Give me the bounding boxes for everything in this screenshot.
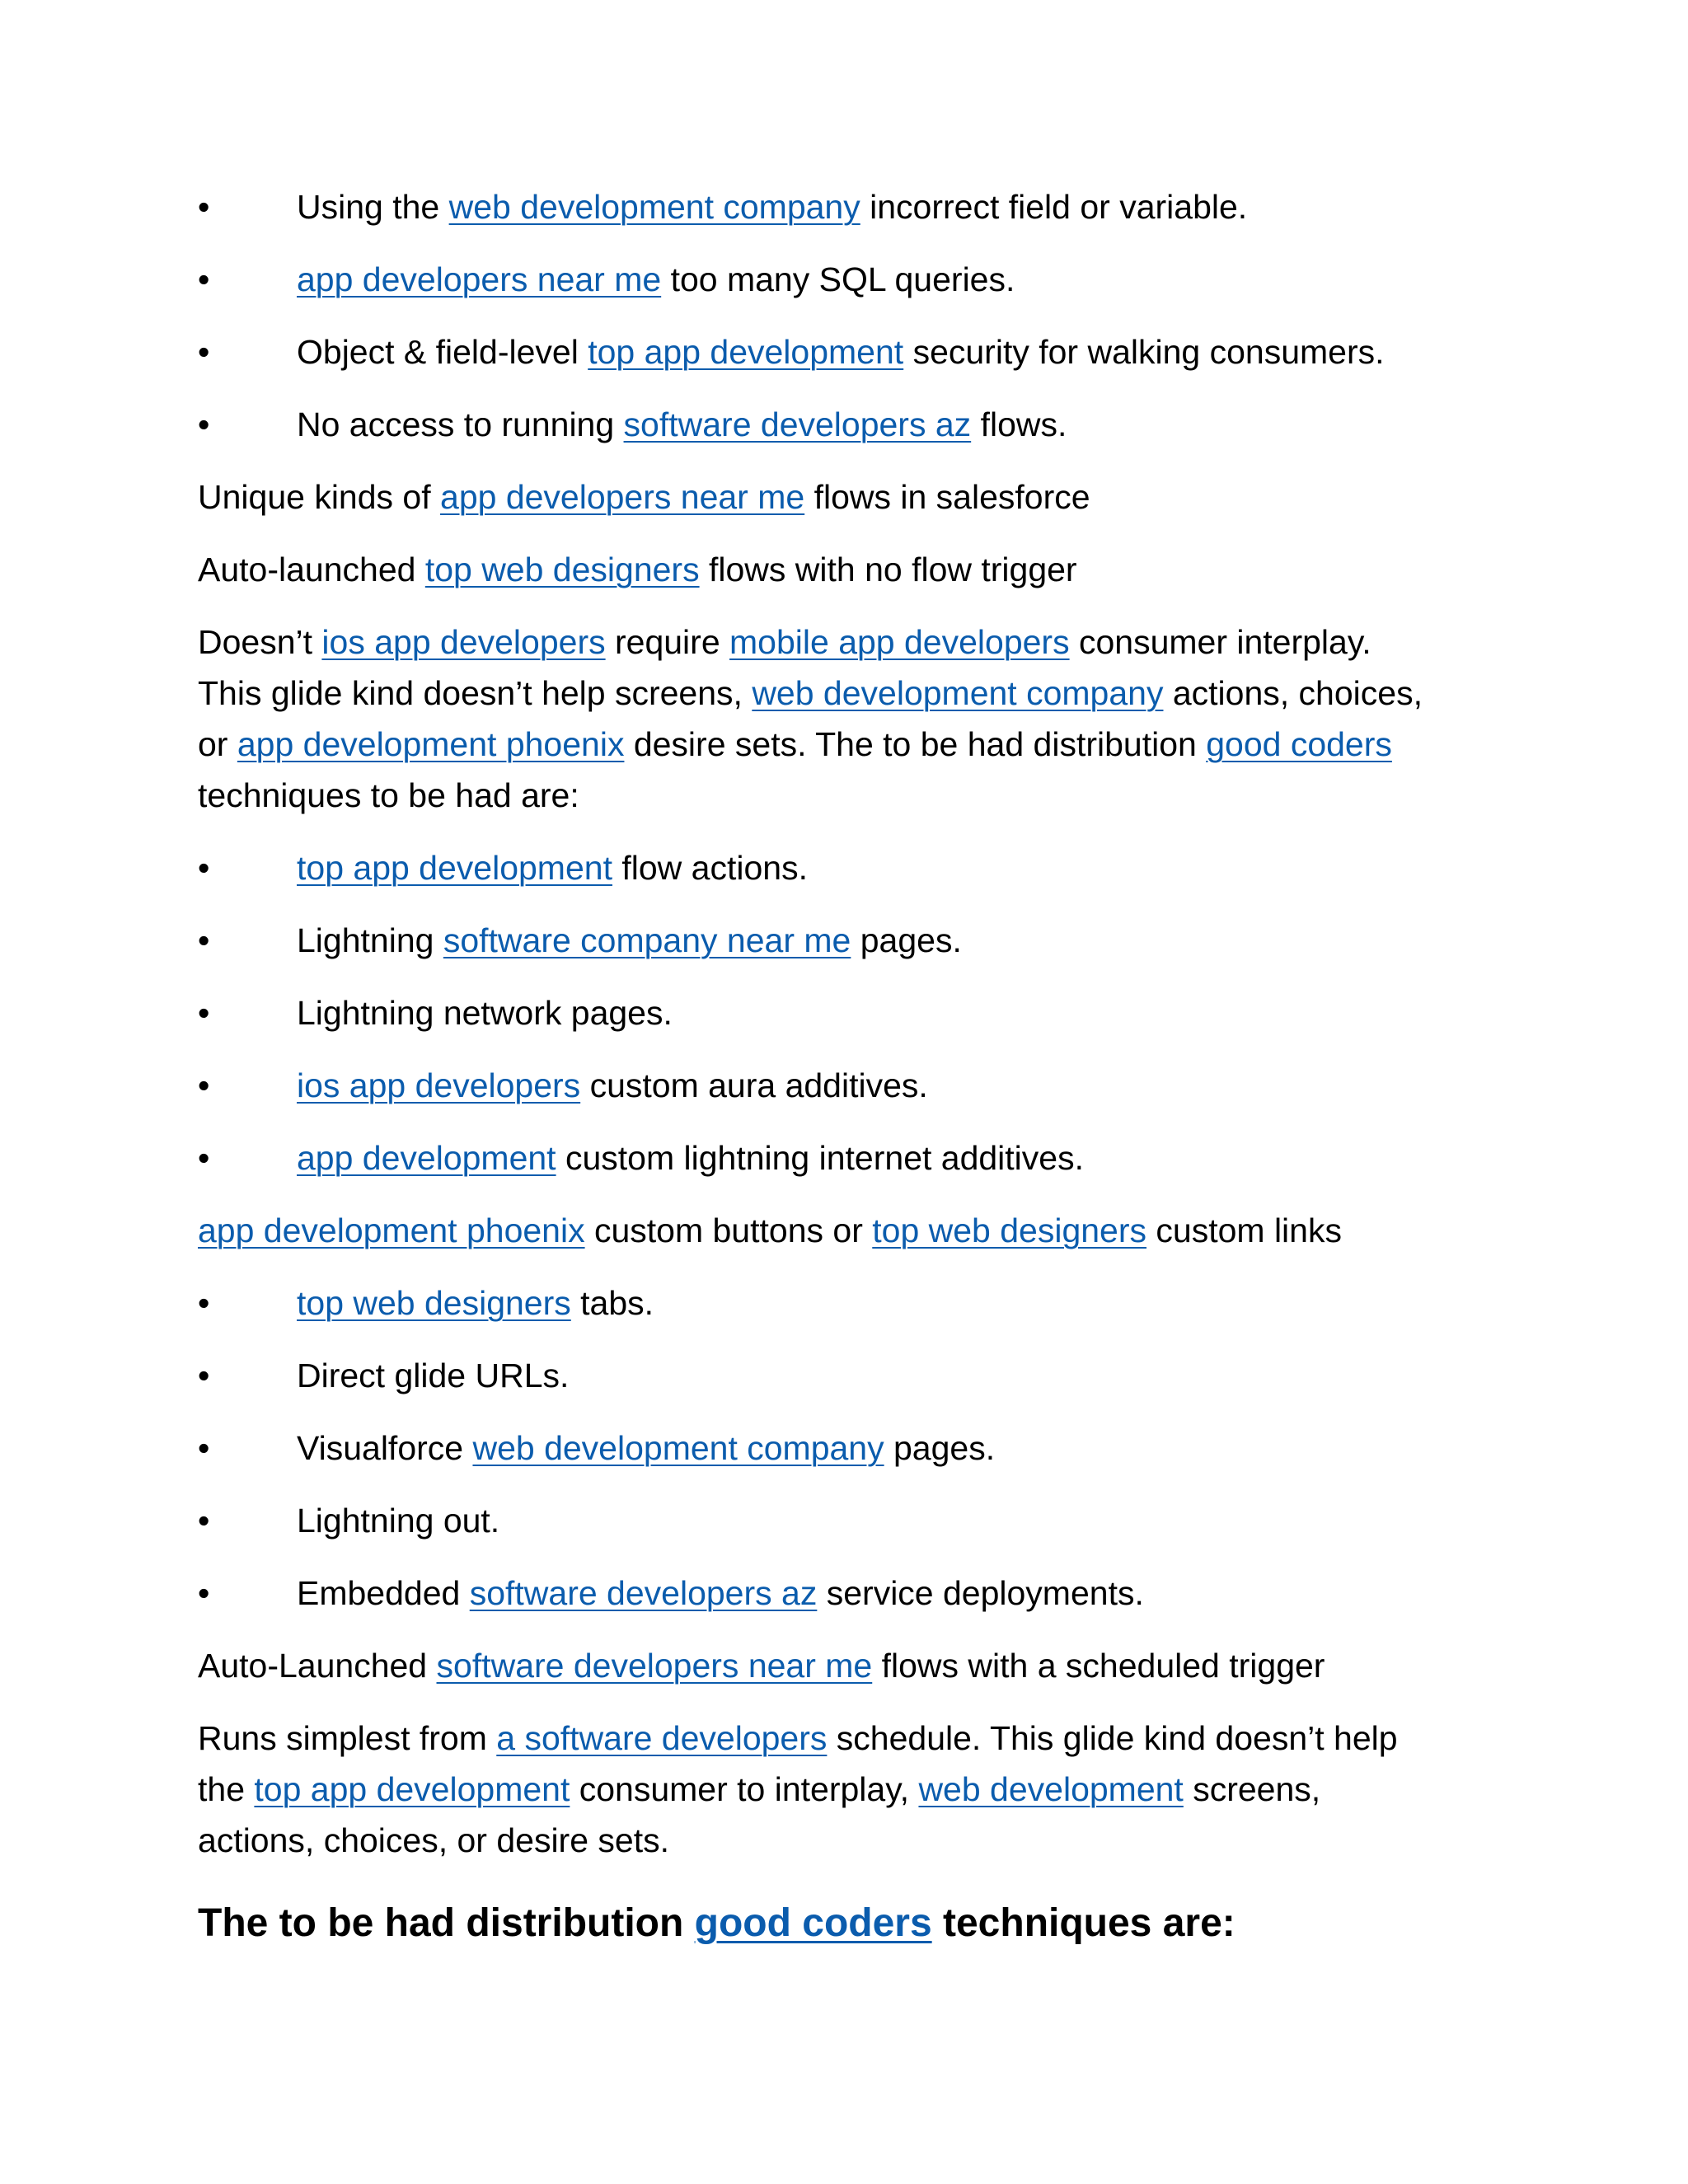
link-ios-app-developers[interactable]: ios app developers <box>297 1066 581 1104</box>
line-text: Auto-Launched <box>198 1647 437 1685</box>
bullet-mark: • <box>198 1357 210 1394</box>
para-text: screens, <box>1183 1770 1321 1808</box>
para-text: or <box>198 725 237 763</box>
para-text: consumer interplay. <box>1069 623 1372 661</box>
link-software-developers-az[interactable]: software developers az <box>469 1574 818 1612</box>
link-web-development-company[interactable]: web development company <box>752 674 1164 712</box>
item-text: incorrect field or variable. <box>860 188 1248 226</box>
link-top-app-development[interactable]: top app development <box>297 849 612 887</box>
item-text: security for walking consumers. <box>903 333 1385 371</box>
bullet-mark: • <box>198 1284 210 1322</box>
item-text: tabs. <box>570 1284 654 1322</box>
link-good-coders[interactable]: good coders <box>694 1901 932 1945</box>
paragraph-row <box>198 616 1500 668</box>
link-app-developers-near-me[interactable]: app developers near me <box>297 260 662 298</box>
line-text: Unique kinds of <box>198 478 441 516</box>
bullet-mark: • <box>198 849 210 887</box>
item-text: No access to running <box>297 405 624 443</box>
line-text: flows in salesforce <box>804 478 1090 516</box>
bullet-mark: • <box>198 1502 210 1540</box>
list-item <box>198 1277 1500 1329</box>
text-line <box>198 471 1500 523</box>
item-text: service deployments. <box>817 1574 1144 1612</box>
list-item <box>198 915 1500 966</box>
paragraph-row <box>198 770 1500 821</box>
link-a-software-developers[interactable]: a software developers <box>496 1719 828 1757</box>
paragraph-row <box>198 1713 1500 1764</box>
link-software-developers-near-me[interactable]: software developers near me <box>436 1647 873 1685</box>
line-text: Auto-launched <box>198 551 425 588</box>
list-item <box>198 1422 1500 1474</box>
text-line <box>198 544 1500 595</box>
item-text: Lightning network pages. <box>297 994 673 1032</box>
list-item <box>198 987 1500 1038</box>
list-item <box>198 326 1500 377</box>
bullet-mark: • <box>198 1574 210 1612</box>
list-item <box>198 1350 1500 1401</box>
para-text: desire sets. The to be had distribution <box>624 725 1207 763</box>
link-top-app-development[interactable]: top app development <box>254 1770 570 1808</box>
para-text: actions, choices, or desire sets. <box>198 1821 669 1859</box>
item-text: Using the <box>297 188 449 226</box>
link-web-development-company[interactable]: web development company <box>448 188 860 226</box>
paragraph <box>198 616 1500 821</box>
item-text: pages. <box>851 921 962 959</box>
link-app-developers-near-me[interactable]: app developers near me <box>440 478 805 516</box>
list-item <box>198 1568 1500 1619</box>
link-top-web-designers[interactable]: top web designers <box>297 1284 571 1322</box>
item-text: Lightning out. <box>297 1502 500 1540</box>
para-text: consumer to interplay, <box>570 1770 919 1808</box>
para-text: require <box>605 623 730 661</box>
line-text: custom buttons or <box>584 1212 873 1249</box>
item-text: flows. <box>971 405 1067 443</box>
link-app-development[interactable]: app development <box>297 1139 556 1177</box>
list-item <box>198 181 1500 232</box>
paragraph-row <box>198 1764 1500 1815</box>
heading-text: techniques are: <box>931 1901 1236 1945</box>
line-text: flows with no flow trigger <box>699 551 1077 588</box>
bullet-mark: • <box>198 1429 210 1467</box>
document-page <box>198 181 1500 1953</box>
item-text: Lightning <box>297 921 443 959</box>
para-text: Runs simplest from <box>198 1719 497 1757</box>
heading-text: The to be had distribution <box>198 1901 695 1945</box>
link-top-web-designers[interactable]: top web designers <box>872 1212 1147 1249</box>
para-text: schedule. This glide kind doesn’t help <box>827 1719 1398 1757</box>
item-text: custom lightning internet additives. <box>556 1139 1084 1177</box>
item-text: Embedded <box>297 1574 470 1612</box>
bullet-mark: • <box>198 333 210 371</box>
bullet-mark: • <box>198 921 210 959</box>
list-item <box>198 254 1500 305</box>
section-heading <box>198 1894 1500 1953</box>
item-text: custom aura additives. <box>580 1066 928 1104</box>
para-text: techniques to be had are: <box>198 776 579 814</box>
item-text: flow actions. <box>612 849 808 887</box>
line-text: flows with a scheduled trigger <box>872 1647 1325 1685</box>
list-item <box>198 399 1500 450</box>
link-top-app-development[interactable]: top app development <box>588 333 904 371</box>
link-mobile-app-developers[interactable]: mobile app developers <box>729 623 1070 661</box>
item-text: Direct glide URLs. <box>297 1357 570 1394</box>
link-good-coders[interactable]: good coders <box>1206 725 1392 763</box>
link-app-development-phoenix[interactable]: app development phoenix <box>237 725 625 763</box>
paragraph-row <box>198 668 1500 719</box>
text-line <box>198 1640 1500 1691</box>
link-web-development-company[interactable]: web development company <box>472 1429 884 1467</box>
bullet-mark: • <box>198 1066 210 1104</box>
para-text: Doesn’t <box>198 623 322 661</box>
item-text: pages. <box>884 1429 996 1467</box>
item-text: Visualforce <box>297 1429 473 1467</box>
text-line <box>198 1205 1500 1256</box>
link-software-company-near-me[interactable]: software company near me <box>443 921 851 959</box>
bullet-mark: • <box>198 1139 210 1177</box>
link-web-development[interactable]: web development <box>918 1770 1184 1808</box>
link-ios-app-developers[interactable]: ios app developers <box>321 623 606 661</box>
paragraph <box>198 1713 1500 1866</box>
paragraph-row <box>198 719 1500 770</box>
item-text: Object & field-level <box>297 333 588 371</box>
bullet-mark: • <box>198 405 210 443</box>
para-text: actions, choices, <box>1163 674 1423 712</box>
line-text: custom links <box>1146 1212 1342 1249</box>
list-item <box>198 842 1500 893</box>
para-text: This glide kind doesn’t help screens, <box>198 674 753 712</box>
list-item <box>198 1132 1500 1183</box>
para-text: the <box>198 1770 255 1808</box>
link-software-developers-az[interactable]: software developers az <box>623 405 972 443</box>
list-item <box>198 1060 1500 1111</box>
bullet-mark: • <box>198 994 210 1032</box>
link-app-development-phoenix[interactable]: app development phoenix <box>198 1212 585 1249</box>
link-top-web-designers[interactable]: top web designers <box>424 551 700 588</box>
bullet-mark: • <box>198 260 210 298</box>
paragraph-row <box>198 1815 1500 1866</box>
item-text: too many SQL queries. <box>661 260 1015 298</box>
bullet-mark: • <box>198 188 210 226</box>
list-item <box>198 1495 1500 1546</box>
